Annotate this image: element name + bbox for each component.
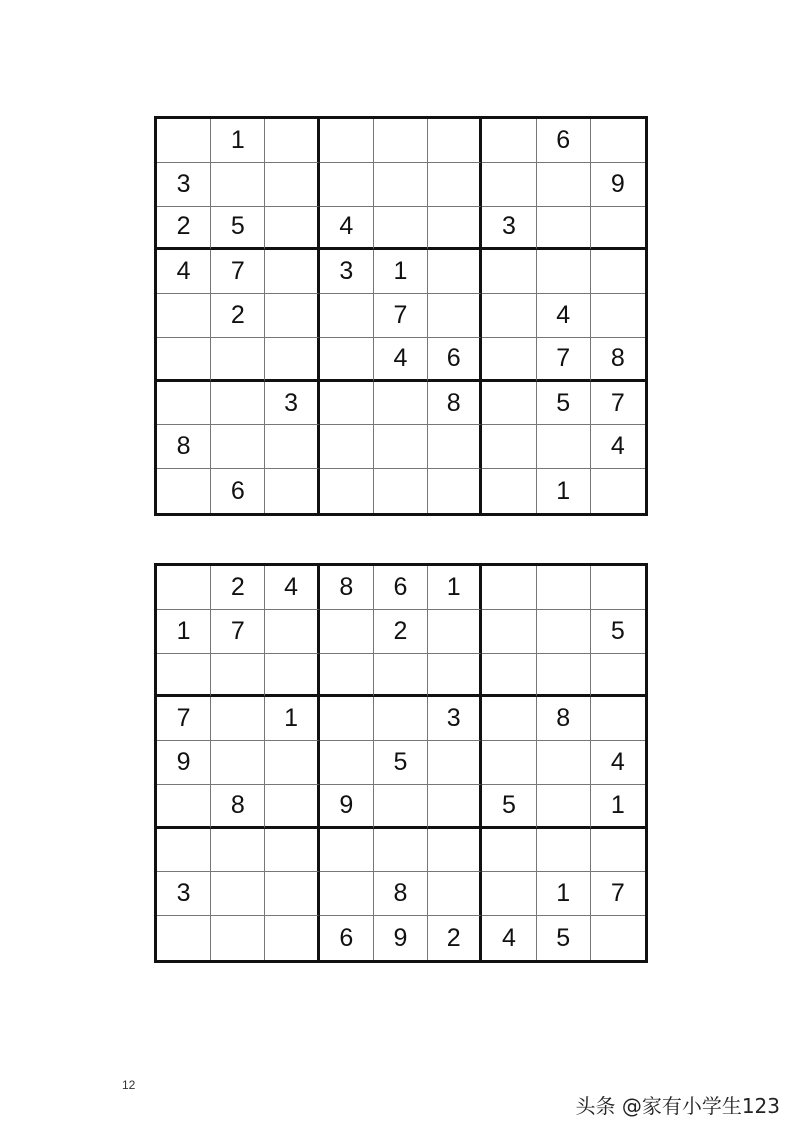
sudoku-cell: 4	[537, 294, 591, 338]
sudoku-cell	[537, 425, 591, 469]
sudoku-cell	[591, 829, 645, 873]
sudoku-cell: 1	[211, 119, 265, 163]
sudoku-cell	[157, 829, 211, 873]
sudoku-cell: 4	[591, 425, 645, 469]
sudoku-cell	[482, 829, 536, 873]
sudoku-grid-1	[154, 116, 648, 516]
sudoku-cell: 3	[157, 872, 211, 916]
sudoku-cell	[482, 654, 536, 698]
sudoku-cell	[211, 163, 265, 207]
sudoku-cell	[482, 425, 536, 469]
sudoku-cell	[482, 250, 536, 294]
sudoku-cell	[591, 250, 645, 294]
sudoku-cell	[320, 741, 374, 785]
sudoku-cell	[428, 610, 482, 654]
sudoku-cell: 2	[157, 207, 211, 251]
sudoku-cell	[374, 469, 428, 513]
sudoku-cell	[265, 469, 319, 513]
sudoku-cell	[211, 697, 265, 741]
sudoku-cell: 5	[537, 382, 591, 426]
sudoku-cell	[157, 785, 211, 829]
watermark-text: 头条 @家有小学生123	[575, 1094, 780, 1118]
sudoku-cell	[482, 469, 536, 513]
sudoku-cell	[537, 785, 591, 829]
sudoku-cell	[482, 697, 536, 741]
sudoku-cell: 4	[320, 207, 374, 251]
sudoku-cell	[591, 654, 645, 698]
sudoku-cell: 1	[374, 250, 428, 294]
sudoku-cell: 3	[157, 163, 211, 207]
sudoku-cell	[265, 916, 319, 960]
sudoku-cell: 8	[591, 338, 645, 382]
sudoku-cell: 8	[157, 425, 211, 469]
sudoku-cell: 4	[482, 916, 536, 960]
sudoku-cell	[591, 916, 645, 960]
sudoku-cell: 5	[482, 785, 536, 829]
sudoku-cell	[537, 654, 591, 698]
sudoku-cell	[211, 382, 265, 426]
sudoku-cell: 3	[428, 697, 482, 741]
sudoku-cell: 8	[320, 566, 374, 610]
sudoku-cell: 5	[374, 741, 428, 785]
sudoku-cell	[374, 163, 428, 207]
sudoku-cell: 7	[211, 250, 265, 294]
sudoku-cell: 2	[211, 566, 265, 610]
sudoku-cell	[320, 697, 374, 741]
sudoku-cell	[482, 610, 536, 654]
sudoku-cell	[265, 425, 319, 469]
sudoku-cell	[320, 119, 374, 163]
sudoku-cell	[482, 163, 536, 207]
sudoku-grid-2	[154, 563, 648, 963]
sudoku-cell	[211, 829, 265, 873]
sudoku-cell	[591, 294, 645, 338]
sudoku-cell: 2	[428, 916, 482, 960]
sudoku-cell	[591, 697, 645, 741]
sudoku-cell: 4	[265, 566, 319, 610]
sudoku-cell	[537, 610, 591, 654]
sudoku-cell	[428, 207, 482, 251]
sudoku-cell: 5	[591, 610, 645, 654]
sudoku-cell: 1	[265, 697, 319, 741]
sudoku-cell: 4	[374, 338, 428, 382]
sudoku-cell: 8	[428, 382, 482, 426]
sudoku-cell: 7	[374, 294, 428, 338]
sudoku-cell: 3	[482, 207, 536, 251]
sudoku-cell	[211, 338, 265, 382]
sudoku-cell	[320, 829, 374, 873]
sudoku-cell	[320, 294, 374, 338]
sudoku-cell	[320, 382, 374, 426]
sudoku-cell: 7	[211, 610, 265, 654]
sudoku-cell	[157, 294, 211, 338]
page-number: 12	[122, 1078, 136, 1092]
sudoku-cell: 8	[211, 785, 265, 829]
sudoku-cell	[428, 872, 482, 916]
sudoku-cell	[482, 872, 536, 916]
sudoku-cell: 7	[157, 697, 211, 741]
sudoku-cell: 1	[537, 872, 591, 916]
sudoku-cell: 7	[537, 338, 591, 382]
sudoku-cell	[211, 872, 265, 916]
sudoku-cell	[265, 250, 319, 294]
sudoku-cell	[157, 654, 211, 698]
sudoku-cell	[265, 207, 319, 251]
sudoku-cell	[265, 119, 319, 163]
sudoku-cell: 4	[591, 741, 645, 785]
sudoku-cell: 5	[211, 207, 265, 251]
sudoku-cell	[482, 119, 536, 163]
sudoku-cell: 7	[591, 382, 645, 426]
sudoku-cell	[320, 872, 374, 916]
sudoku-cell	[428, 469, 482, 513]
sudoku-cell: 1	[591, 785, 645, 829]
sudoku-cell	[591, 566, 645, 610]
sudoku-cell	[537, 741, 591, 785]
sudoku-cell	[374, 207, 428, 251]
sudoku-cell: 6	[537, 119, 591, 163]
sudoku-cell: 9	[591, 163, 645, 207]
sudoku-cell	[374, 697, 428, 741]
sudoku-cell	[157, 469, 211, 513]
sudoku-cell	[265, 654, 319, 698]
sudoku-cell: 2	[374, 610, 428, 654]
sudoku-cell	[428, 250, 482, 294]
sudoku-cell	[537, 566, 591, 610]
sudoku-cell: 7	[591, 872, 645, 916]
sudoku-cell	[482, 382, 536, 426]
sudoku-cell	[320, 163, 374, 207]
sudoku-cell	[482, 294, 536, 338]
sudoku-cell	[374, 829, 428, 873]
sudoku-cell	[428, 425, 482, 469]
sudoku-cell	[482, 338, 536, 382]
sudoku-cell	[265, 338, 319, 382]
sudoku-cell	[428, 163, 482, 207]
sudoku-cell: 6	[320, 916, 374, 960]
sudoku-cell	[428, 294, 482, 338]
sudoku-cell	[374, 785, 428, 829]
sudoku-cell	[428, 119, 482, 163]
sudoku-cell	[374, 425, 428, 469]
sudoku-cell	[591, 119, 645, 163]
sudoku-cell	[537, 250, 591, 294]
sudoku-cell	[265, 829, 319, 873]
sudoku-cell	[157, 916, 211, 960]
sudoku-cell	[265, 294, 319, 338]
sudoku-cell	[374, 654, 428, 698]
sudoku-cell: 5	[537, 916, 591, 960]
sudoku-cell	[482, 741, 536, 785]
sudoku-cell: 1	[537, 469, 591, 513]
sudoku-cell	[428, 829, 482, 873]
sudoku-cell	[157, 382, 211, 426]
sudoku-cell	[211, 654, 265, 698]
sudoku-cell: 8	[537, 697, 591, 741]
sudoku-cell	[157, 566, 211, 610]
sudoku-cell: 2	[211, 294, 265, 338]
sudoku-cell: 4	[157, 250, 211, 294]
sudoku-cell	[591, 469, 645, 513]
sudoku-cell	[482, 566, 536, 610]
sudoku-cell: 1	[157, 610, 211, 654]
sudoku-cell	[320, 338, 374, 382]
sudoku-cell	[265, 872, 319, 916]
sudoku-cell: 8	[374, 872, 428, 916]
sudoku-cell	[157, 119, 211, 163]
sudoku-cell	[320, 425, 374, 469]
sudoku-cell	[537, 163, 591, 207]
sudoku-cell: 3	[265, 382, 319, 426]
sudoku-cell	[157, 338, 211, 382]
sudoku-cell: 9	[320, 785, 374, 829]
sudoku-cell: 6	[211, 469, 265, 513]
sudoku-cell	[320, 610, 374, 654]
sudoku-cell	[320, 469, 374, 513]
sudoku-cell	[374, 382, 428, 426]
sudoku-cell	[211, 916, 265, 960]
sudoku-cell	[211, 741, 265, 785]
sudoku-cell	[265, 785, 319, 829]
sudoku-cell: 1	[428, 566, 482, 610]
sudoku-cell: 9	[157, 741, 211, 785]
sudoku-cell	[428, 785, 482, 829]
sudoku-cell: 6	[374, 566, 428, 610]
sudoku-cell	[537, 207, 591, 251]
sudoku-cell	[374, 119, 428, 163]
sudoku-cell	[265, 610, 319, 654]
sudoku-cell: 3	[320, 250, 374, 294]
sudoku-cell: 9	[374, 916, 428, 960]
sudoku-cell	[428, 741, 482, 785]
sudoku-cell	[537, 829, 591, 873]
sudoku-cell	[428, 654, 482, 698]
sudoku-cell	[211, 425, 265, 469]
sudoku-cell	[591, 207, 645, 251]
sudoku-cell	[265, 163, 319, 207]
sudoku-cell	[320, 654, 374, 698]
sudoku-cell	[265, 741, 319, 785]
sudoku-cell: 6	[428, 338, 482, 382]
